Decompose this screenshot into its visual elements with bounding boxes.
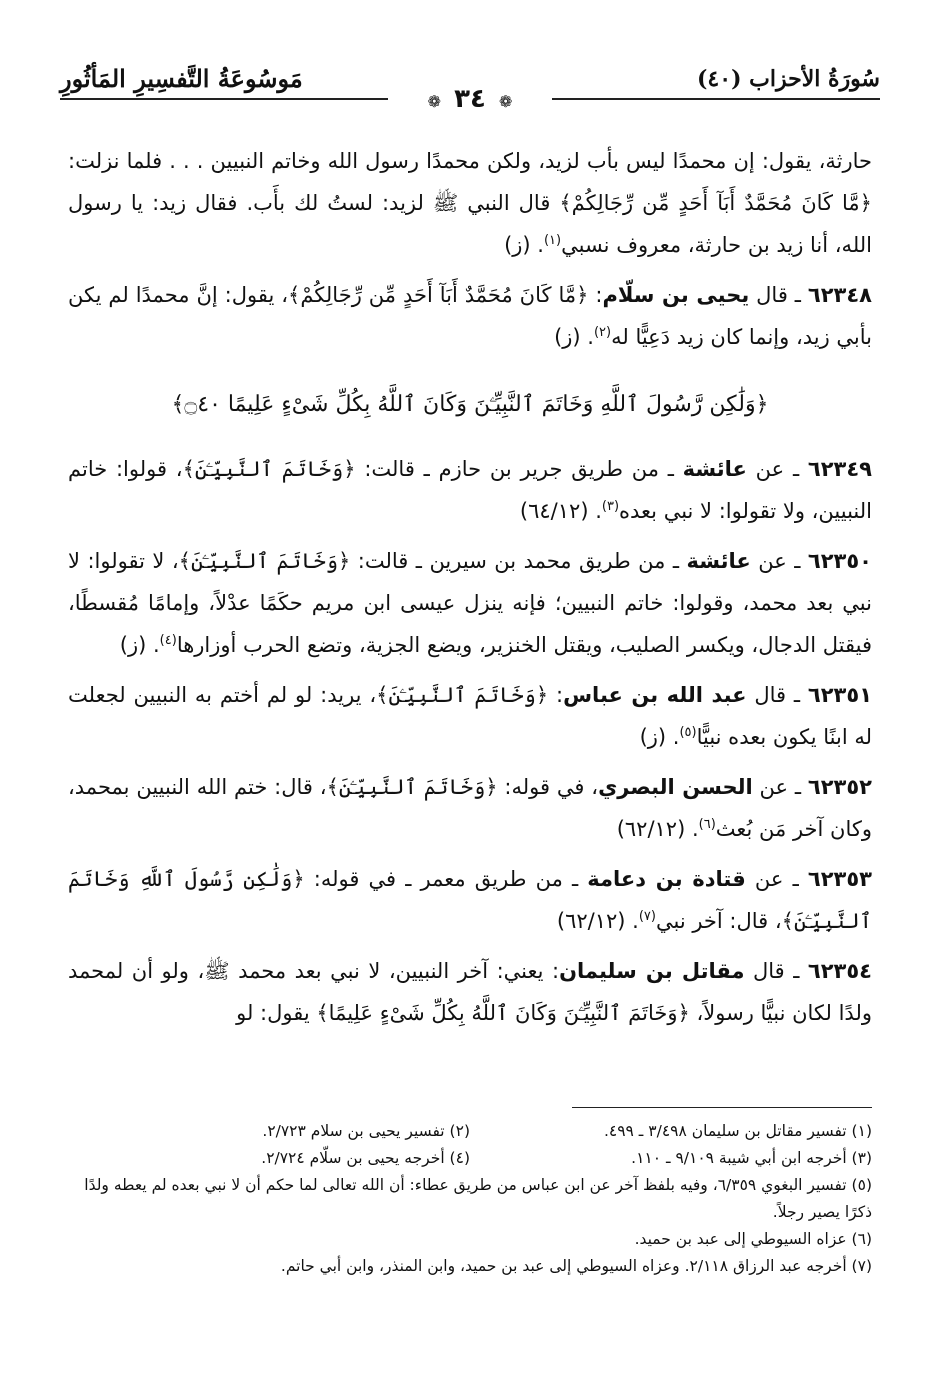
narrator-name: مقاتل بن سليمان: [559, 959, 745, 983]
footnote: (٢) تفسير يحيى بن سلام ٢/٧٢٣.: [262, 1122, 470, 1140]
paragraph: ٦٢٣٤٨ ـ قال يحيى بن سلّام: ﴿مَّا كَانَ مُحَمَّدٌ أَبَآ أَحَدٍ مِّن رِّجَالِكُمْ﴾، يقول: إنَّ محمدًا لم يكن بأبي زيد، وإنما كان زيد دَعِيًّا له$^{(٢)}$. (ز): [68, 283, 872, 349]
paragraph: ٦٢٣٥٢ ـ عن الحسن البصري، في قوله: ﴿وَخَاتَمَ ٱلنَّبِيِّـۧنَ﴾، قال: ختم الله النبيين بمحمد، وكان آخر مَن بُعث$^{(٦)}$. (٦٢/١٢): [68, 775, 872, 841]
footnote-ref[interactable]: (٣): [601, 499, 620, 514]
page-header: [60, 58, 880, 128]
narrator-name: عبد الله بن عباس: [563, 683, 747, 707]
footnote-ref[interactable]: (٧): [638, 909, 656, 924]
quran-quote: ﴿وَخَاتَمَ ٱلنَّبِيِّـۧنَ﴾: [376, 683, 549, 707]
paragraph: ٦٢٣٥٤ ـ قال مقاتل بن سليمان: يعني: آخر النبيين، لا نبي بعد محمد ﷺ، ولو أن لمحمد ولدًا لكان نبيًّا رسولاً، ﴿وَخَاتَمَ ٱلنَّبِيِّـۧنَ وَكَانَ ٱللَّهُ بِكُلِّ شَىْءٍ عَلِيمًا﴾ يقول: لو: [68, 959, 872, 1025]
verse-heading: ﴿وَلَٰكِن رَّسُولَ ٱللَّهِ وَخَاتَمَ ٱلنَّبِيِّـۧنَ وَكَانَ ٱللَّهُ بِكُلِّ شَىْءٍ عَلِيمًا ۝٤٠﴾: [171, 392, 769, 417]
paragraph: حارثة، يقول: إن محمدًا ليس بأب لزيد، ولكن محمدًا رسول الله وخاتم النبيين . . . فلما نزلت: ﴿مَّا كَانَ مُحَمَّدٌ أَبَآ أَحَدٍ مِّن رِّجَالِكُمْ﴾ قال النبي ﷺ لزيد: لستُ لك بأَب. فقال زيد: يا رسول الله، أنا زيد بن حارثة، معروف نسبي$^{(١)}$. (ز): [68, 149, 872, 257]
page-number: ٣٤: [454, 84, 486, 114]
footnote-ref[interactable]: (٦): [698, 817, 716, 832]
entry-number: ٦٢٣٥٠: [807, 549, 872, 573]
quran-quote: ﴿مَّا كَانَ مُحَمَّدٌ أَبَآ أَحَدٍ مِّن رِّجَالِكُمْ﴾: [288, 283, 589, 307]
entry-number: ٦٢٣٤٨: [807, 283, 872, 307]
ornament-icon: ❁: [427, 92, 442, 111]
paragraph: ٦٢٣٥٣ ـ عن قتادة بن دعامة ـ من طريق معمر ـ في قوله: ﴿وَلَٰكِن رَّسُولَ ٱللَّهِ وَخَاتَمَ ٱلنَّبِيِّـۧنَ﴾، قال: آخر نبي$^{(٧)}$. (٦٢/١٢): [68, 867, 872, 933]
surah-name: سُورَةُ الأحزاب: [749, 66, 880, 92]
quran-quote: ﴿وَخَاتَمَ ٱلنَّبِيِّـۧنَ﴾: [326, 775, 498, 799]
main-text: [68, 140, 872, 1042]
footnote-ref[interactable]: (٢): [593, 325, 612, 340]
footnote: (٤) أخرجه يحيى بن سلّام ٢/٧٢٤.: [261, 1149, 470, 1167]
footnote: (٥) تفسير البغوي ٦/٣٥٩، وفيه بلفظ آخر عن ابن عباس من طريق عطاء: أن الله تعالى لما حكم أن لا نبي بعده لم يعطه ولدًا ذكرًا يصير رجلاً.: [84, 1176, 872, 1221]
header-rule-right: [552, 98, 880, 100]
header-rule-left: [60, 98, 388, 100]
footnote: (٣) أخرجه ابن أبي شيبة ٩/١٠٩ ـ ١١٠.: [631, 1149, 872, 1167]
ornament-icon: ❁: [498, 92, 513, 111]
narrator-name: يحيى بن سلّام: [602, 283, 750, 307]
footnote-ref[interactable]: (٥): [679, 725, 697, 740]
footnote-ref[interactable]: (١): [543, 233, 562, 248]
footnote-ref[interactable]: (٤): [159, 633, 177, 648]
narrator-name: الحسن البصري: [598, 775, 753, 799]
source-tag: . (ز): [639, 725, 680, 749]
book-title: مَوسُوعَةُ التَّفسِيرِ المَأثُورِ: [60, 64, 303, 93]
source-tag: . (ز): [119, 633, 160, 657]
footnote-separator: [572, 1107, 872, 1108]
paragraph: ٦٢٣٥٠ ـ عن عائشة ـ من طريق محمد بن سيرين ـ قالت: ﴿وَخَاتَمَ ٱلنَّبِيِّـۧنَ﴾، لا تقولوا: لا نبي بعد محمد، وقولوا: خاتم النبيين؛ فإنه ينزل عيسى ابن مريم حكَمًا عدْلاً، وإمامًا مُقسطًا، فيقتل الدجال، ويكسر الصليب، ويقتل الخنزير، ويضع الجزية، وتضع الحرب أوزارها$^{(٤)}$. (ز): [68, 549, 872, 657]
entry-number: ٦٢٣٥٣: [807, 867, 872, 891]
quran-quote: ﴿وَخَاتَمَ ٱلنَّبِيِّـۧنَ﴾: [178, 549, 351, 573]
quran-quote: ﴿وَخَاتَمَ ٱلنَّبِيِّـۧنَ﴾: [182, 457, 356, 481]
quran-quote: ﴿مَّا كَانَ مُحَمَّدٌ أَبَآ أَحَدٍ مِّن رِّجَالِكُمْ﴾: [559, 191, 872, 215]
source-tag: . (٦٢/١٢): [556, 909, 639, 933]
page-number-block: [424, 84, 517, 114]
source-tag: . (ز): [504, 233, 544, 257]
source-tag: . (ز): [554, 325, 594, 349]
paragraph: ٦٢٣٤٩ ـ عن عائشة ـ من طريق جرير بن حازم ـ قالت: ﴿وَخَاتَمَ ٱلنَّبِيِّـۧنَ﴾، قولوا: خاتم النبيين، ولا تقولوا: لا نبي بعده$^{(٣)}$. (٦٤/١٢): [68, 457, 872, 523]
entry-number: ٦٢٣٥١: [807, 683, 873, 707]
entry-number: ٦٢٣٥٢: [807, 775, 872, 799]
footnote: (٦) عزاه السيوطي إلى عبد بن حميد.: [634, 1230, 872, 1248]
verse-number: (٤٠): [697, 66, 742, 92]
source-tag: . (٦٤/١٢): [519, 499, 602, 523]
surah-header: [697, 66, 880, 92]
quran-quote: ﴿وَخَاتَمَ ٱلنَّبِيِّـۧنَ وَكَانَ ٱللَّهُ بِكُلِّ شَىْءٍ عَلِيمًا﴾: [316, 1001, 690, 1025]
entry-number: ٦٢٣٤٩: [807, 457, 872, 481]
entry-number: ٦٢٣٥٤: [807, 959, 872, 983]
footnote: (٧) أخرجه عبد الرزاق ٢/١١٨. وعزاه السيوطي إلى عبد بن حميد، وابن المنذر، وابن أبي حاتم.: [280, 1257, 872, 1275]
narrator-name: عائشة: [686, 549, 751, 573]
narrator-name: عائشة: [682, 457, 747, 481]
footnote: (١) تفسير مقاتل بن سليمان ٣/٤٩٨ ـ ٤٩٩.: [603, 1122, 872, 1140]
footnotes: [68, 1118, 872, 1280]
narrator-name: قتادة بن دعامة: [587, 867, 746, 891]
source-tag: . (٦٢/١٢): [616, 817, 699, 841]
quran-quote: ﴿وَلَٰكِن رَّسُولَ ٱللَّهِ وَخَاتَمَ ٱلنَّبِيِّـۧنَ﴾: [68, 867, 872, 933]
paragraph: ٦٢٣٥١ ـ قال عبد الله بن عباس: ﴿وَخَاتَمَ ٱلنَّبِيِّـۧنَ﴾، يريد: لو لم أختم به النبيين لجعلت له ابنًا يكون بعده نبيًّا$^{(٥)}$. (ز): [68, 683, 873, 749]
